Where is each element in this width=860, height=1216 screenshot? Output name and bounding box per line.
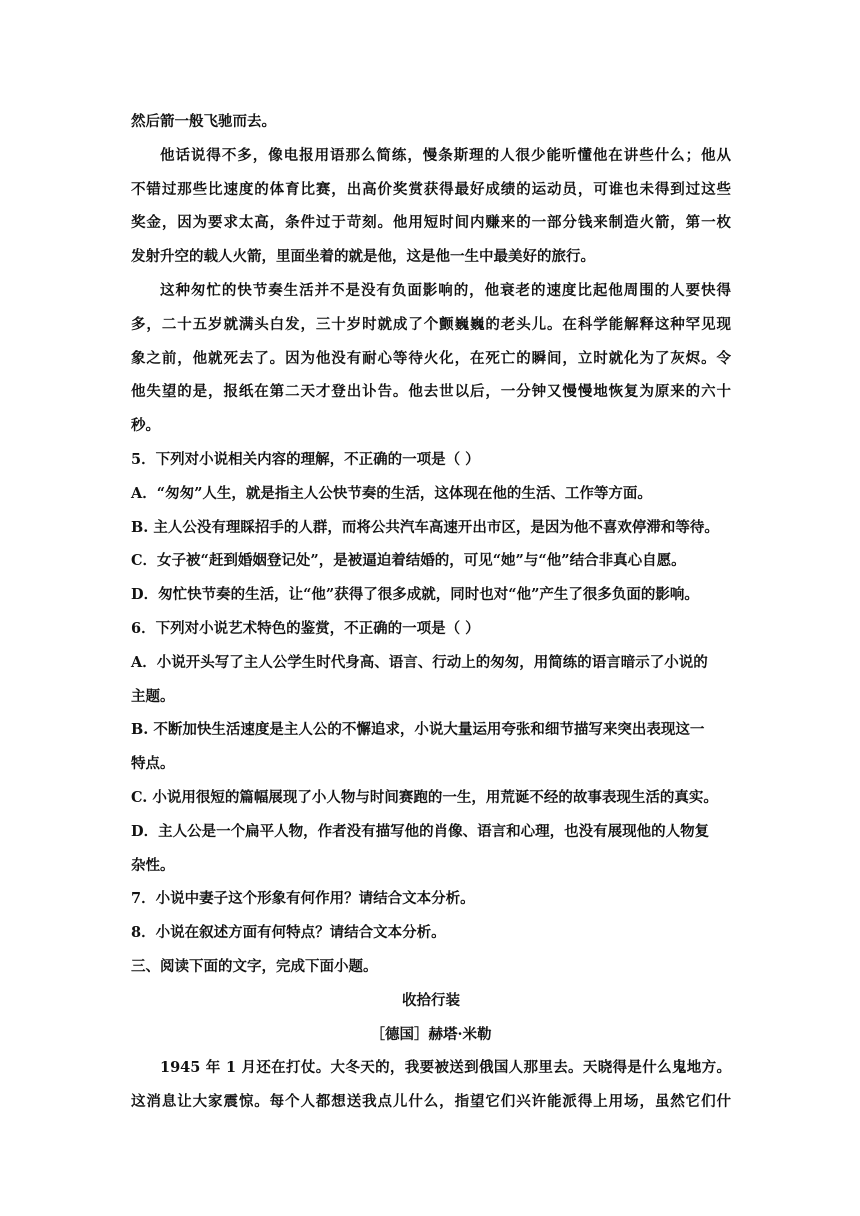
option-b: B. 主人公没有理睬招手的人群，而将公共汽车高速开出市区，是因为他不喜欢停滞和等待。 — [131, 518, 719, 536]
paragraph-line: 他话说得不多，像电报用语那么简练，慢条斯理的人很少能听懂他在讲些什么；他从 — [160, 146, 731, 164]
paragraph-line: 1945 年 1 月还在打仗。大冬天的，我要被送到俄国人那里去。天晓得是什么鬼地方。 — [160, 1059, 731, 1077]
option-d: D．匆忙快节奏的生活，让“他”获得了很多成就，同时也对“他”产生了很多负面的影响。 — [131, 586, 699, 604]
option-d-continued: 杂性。 — [131, 856, 175, 874]
paragraph-line: 他失望的是，报纸在第二天才登出讣告。他去世以后，一分钟又慢慢地恢复为原来的六十 — [131, 383, 731, 401]
question-6 — [131, 612, 731, 882]
option-a: A．“匆匆”人生，就是指主人公快节奏的生活，这体现在他的生活、工作等方面。 — [131, 484, 652, 502]
option-c: C. 小说用很短的篇幅展现了小人物与时间赛跑的一生，用荒诞不经的故事表现生活的真实。 — [131, 788, 718, 806]
question-stem: 5．下列对小说相关内容的理解，不正确的一项是（ ） — [131, 450, 480, 468]
story-author: ［德国］赫塔·米勒 — [370, 1025, 492, 1043]
option-b: B. 不断加快生活速度是主人公的不懈追求，小说大量运用夸张和细节描写来突出表现这一 — [131, 721, 705, 739]
paragraph-line: 这种匆忙的快节奏生活并不是没有负面影响的，他衰老的速度比起他周围的人要快得 — [160, 281, 731, 299]
option-b-continued: 特点。 — [131, 755, 175, 773]
paragraph-line: 象之前，他就死去了。因为他没有耐心等待火化，在死亡的瞬间，立时就化为了灰烬。令 — [131, 349, 731, 367]
question-stem: 6．下列对小说艺术特色的鉴赏，不正确的一项是（ ） — [131, 619, 480, 637]
paragraph-line: 多，二十五岁就满头白发，三十岁时就成了个颤巍巍的老头儿。在科学能解释这种罕见现 — [131, 315, 731, 333]
section-heading: 三、阅读下面的文字，完成下面小题。 — [131, 957, 378, 975]
document-page — [131, 105, 731, 1119]
option-a-continued: 主题。 — [131, 687, 175, 705]
option-a: A．小说开头写了主人公学生时代身高、语言、行动上的匆匆，用简练的语言暗示了小说的 — [131, 653, 708, 671]
paragraph-line: 不错过那些比速度的体育比赛，出高价奖赏获得最好成绩的运动员，可谁也未得到过这些 — [131, 180, 731, 198]
paragraph-rocket — [131, 139, 731, 274]
paragraph-story-opening — [131, 1051, 731, 1119]
story-title: 收拾行装 — [402, 991, 460, 1009]
option-d: D．主人公是一个扁平人物，作者没有描写他的肖像、语言和心理，也没有展现他的人物复 — [131, 822, 710, 840]
paragraph-line: 秒。 — [131, 417, 160, 435]
question-5 — [131, 443, 731, 612]
option-c: C．女子被“赶到婚姻登记处”，是被逼迫着结婚的，可见“她”与“他”结合非真心自愿。 — [131, 552, 686, 570]
question-7: 7．小说中妻子这个形象有何作用？请结合文本分析。 — [131, 890, 475, 908]
paragraph-line: 发射升空的载人火箭，里面坐着的就是他，这是他一生中最美好的旅行。 — [131, 248, 595, 266]
paragraph-aging — [131, 274, 731, 443]
paragraph-line: 奖金，因为要求太高，条件过于苛刻。他用短时间内赚来的一部分钱来制造火箭，第一枚 — [131, 214, 731, 232]
question-8: 8．小说在叙述方面有何特点？请结合文本分析。 — [131, 924, 446, 942]
paragraph-line: 这消息让大家震惊。每个人都想送我点儿什么，指望它们兴许能派得上用场，虽然它们什 — [131, 1093, 731, 1111]
paragraph-line: 然后箭一般飞驰而去。 — [131, 113, 276, 130]
